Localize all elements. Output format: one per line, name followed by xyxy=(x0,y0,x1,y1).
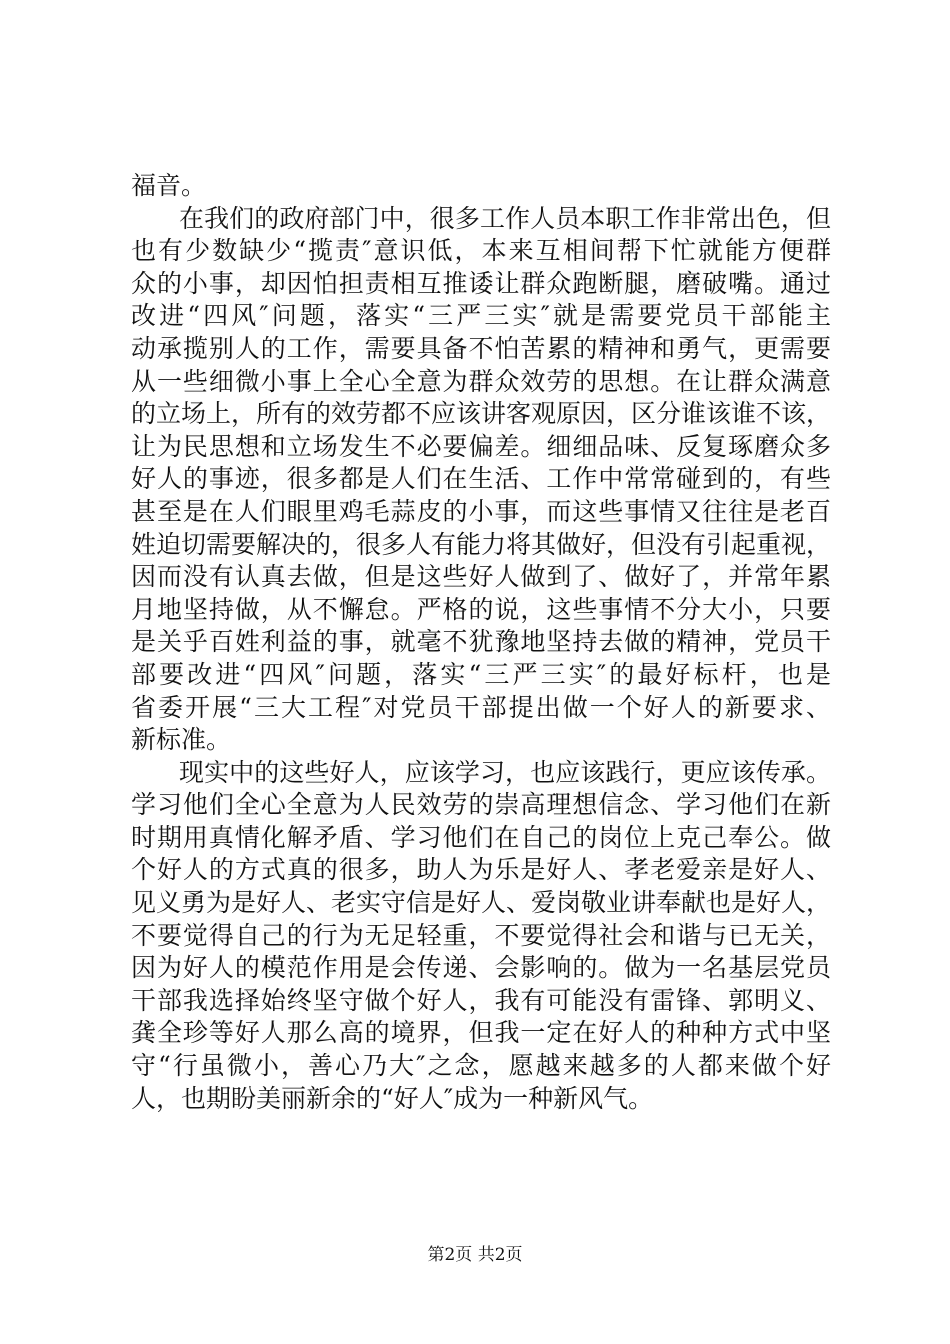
page-number-footer: 第2页 共2页 xyxy=(427,1245,523,1265)
text-line: 部要改进“四风″问题，落实“三严三实″的最好标杆，也是 xyxy=(131,659,831,689)
text-line: 因而没有认真去做，但是这些好人做到了、做好了，并常年累 xyxy=(131,562,831,592)
text-line: 守“行虽微小，善心乃大″之念，愿越来越多的人都来做个好 xyxy=(131,1051,831,1081)
text-line: 学习他们全心全意为人民效劳的崇高理想信念、学习他们在新 xyxy=(131,790,831,820)
text-line: 干部我选择始终坚守做个好人，我有可能没有雷锋、郭明义、 xyxy=(131,985,831,1015)
text-line: 甚至是在人们眼里鸡毛蒜皮的小事，而这些事情又往往是老百 xyxy=(131,496,831,526)
text-line: 因为好人的模范作用是会传递、会影响的。做为一名基层党员 xyxy=(131,953,831,983)
text-line: 新标准。 xyxy=(131,725,232,755)
document-body xyxy=(131,170,831,1115)
text-line: 众的小事，却因怕担责相互推诿让群众跑断腿，磨破嘴。通过 xyxy=(131,268,831,298)
text-line: 从一些细微小事上全心全意为群众效劳的思想。在让群众满意 xyxy=(131,366,831,396)
text-line: 见义勇为是好人、老实守信是好人、爱岗敬业讲奉献也是好人， xyxy=(131,888,832,918)
text-line: 在我们的政府部门中，很多工作人员本职工作非常出色，但 xyxy=(179,203,831,233)
text-line: 福音。 xyxy=(131,171,207,200)
text-line: 现实中的这些好人，应该学习，也应该践行，更应该传承。 xyxy=(179,757,831,787)
text-line: 省委开展“三大工程″对党员干部提出做一个好人的新要求、 xyxy=(131,692,831,722)
text-line: 个好人的方式真的很多，助人为乐是好人、孝老爱亲是好人、 xyxy=(131,855,831,885)
paragraph xyxy=(131,757,831,1116)
text-line: 也有少数缺少“揽责″意识低，本来互相间帮下忙就能方便群 xyxy=(131,236,831,266)
text-line: 改进“四风″问题，落实“三严三实″就是需要党员干部能主 xyxy=(131,301,831,331)
text-line: 龚全珍等好人那么高的境界，但我一定在好人的种种方式中坚 xyxy=(131,1018,831,1048)
text-line: 月地坚持做，从不懈怠。严格的说，这些事情不分大小，只要 xyxy=(131,594,831,624)
text-line: 不要觉得自己的行为无足轻重，不要觉得社会和谐与已无关， xyxy=(131,920,831,950)
text-line: 好人的事迹，很多都是人们在生活、工作中常常碰到的，有些 xyxy=(131,464,831,494)
text-line: 时期用真情化解矛盾、学习他们在自己的岗位上克己奉公。做 xyxy=(131,822,831,852)
text-line: 让为民思想和立场发生不必要偏差。细细品味、反复琢磨众多 xyxy=(131,431,831,461)
text-line: 人，也期盼美丽新余的“好人″成为一种新风气。 xyxy=(131,1083,654,1113)
text-line: 动承揽别人的工作，需要具备不怕苦累的精神和勇气，更需要 xyxy=(131,333,831,363)
paragraph xyxy=(131,203,831,757)
text-line: 是关乎百姓利益的事，就毫不犹豫地坚持去做的精神，党员干 xyxy=(131,627,831,657)
paragraph xyxy=(131,170,831,203)
text-line: 姓迫切需要解决的，很多人有能力将其做好，但没有引起重视， xyxy=(131,529,832,559)
text-line: 的立场上，所有的效劳都不应该讲客观原因，区分谁该谁不该， xyxy=(131,399,832,429)
